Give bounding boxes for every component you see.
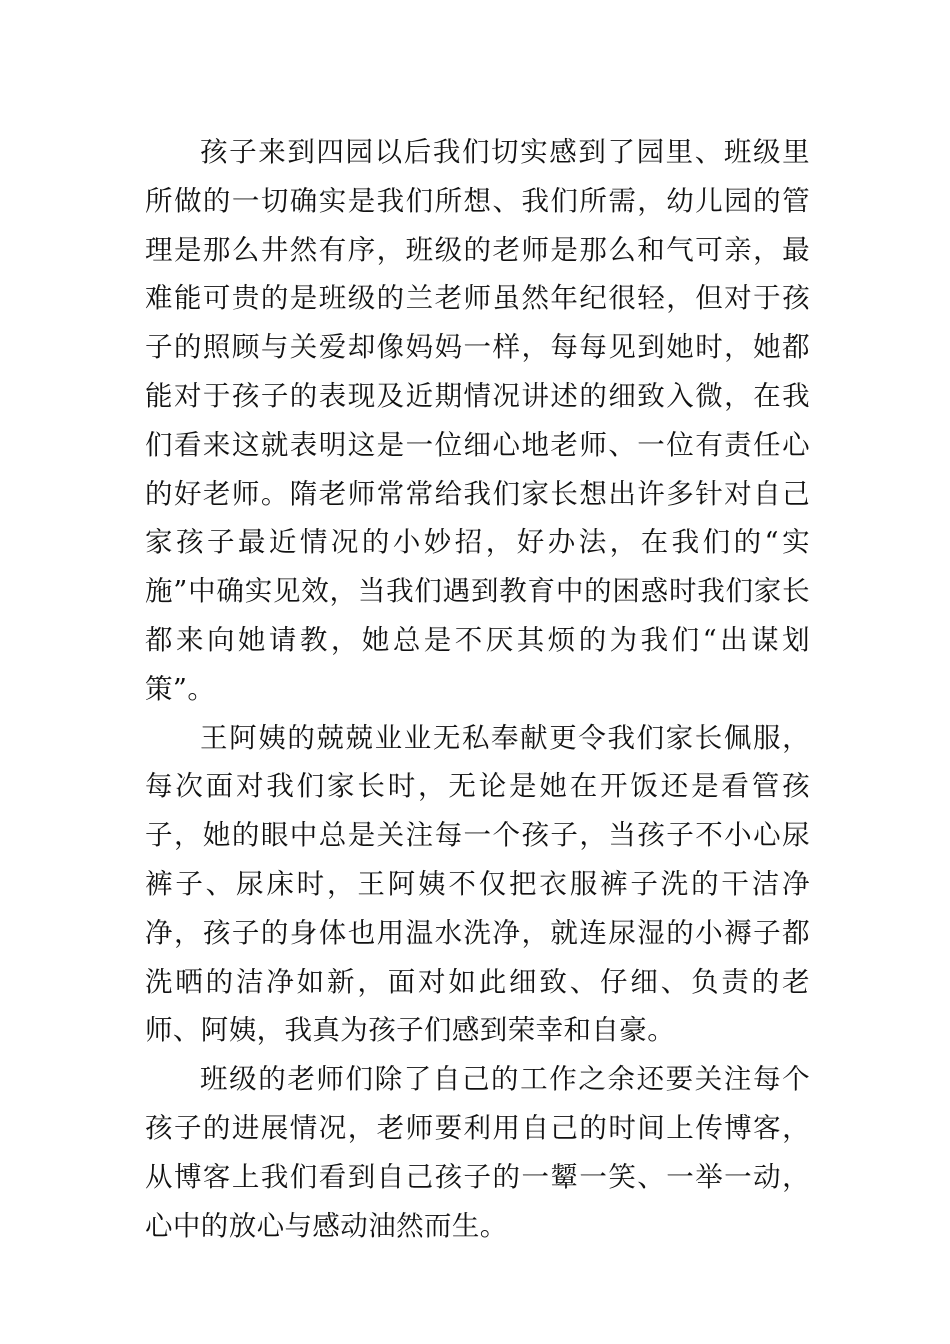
paragraph-3: 班级的老师们除了自己的工作之余还要关注每个孩子的进展情况，老师要利用自己的时间上传博客，从博客上我们看到自己孩子的一颦一笑、一举一动，心中的放心与感动油然而生。	[145, 1063, 810, 1242]
document-body	[145, 128, 810, 1250]
paragraph-2: 王阿姨的兢兢业业无私奉献更令我们家长佩服，每次面对我们家长时，无论是她在开饭还是看管孩子，她的眼中总是关注每一个孩子，当孩子不小心尿裤子、尿床时，王阿姨不仅把衣服裤子洗的干洁净净，孩子的身体也用温水洗净，就连尿湿的小褥子都洗晒的洁净如新，面对如此细致、仔细、负责的老师、阿姨，我真为孩子们感到荣幸和自豪。	[145, 721, 810, 1047]
paragraph-1: 孩子来到四园以后我们切实感到了园里、班级里所做的一切确实是我们所想、我们所需，幼儿园的管理是那么井然有序，班级的老师是那么和气可亲，最难能可贵的是班级的兰老师虽然年纪很轻，但对于孩子的照顾与关爱却像妈妈一样，每每见到她时，她都能对于孩子的表现及近期情况讲述的细致入微，在我们看来这就表明这是一位细心地老师、一位有责任心的好老师。隋老师常常给我们家长想出许多针对自己家孩子最近情况的小妙招，好办法，在我们的“实施”中确实见效，当我们遇到教育中的困惑时我们家长都来向她请教，她总是不厌其烦的为我们“出谋划策”。	[145, 136, 810, 705]
